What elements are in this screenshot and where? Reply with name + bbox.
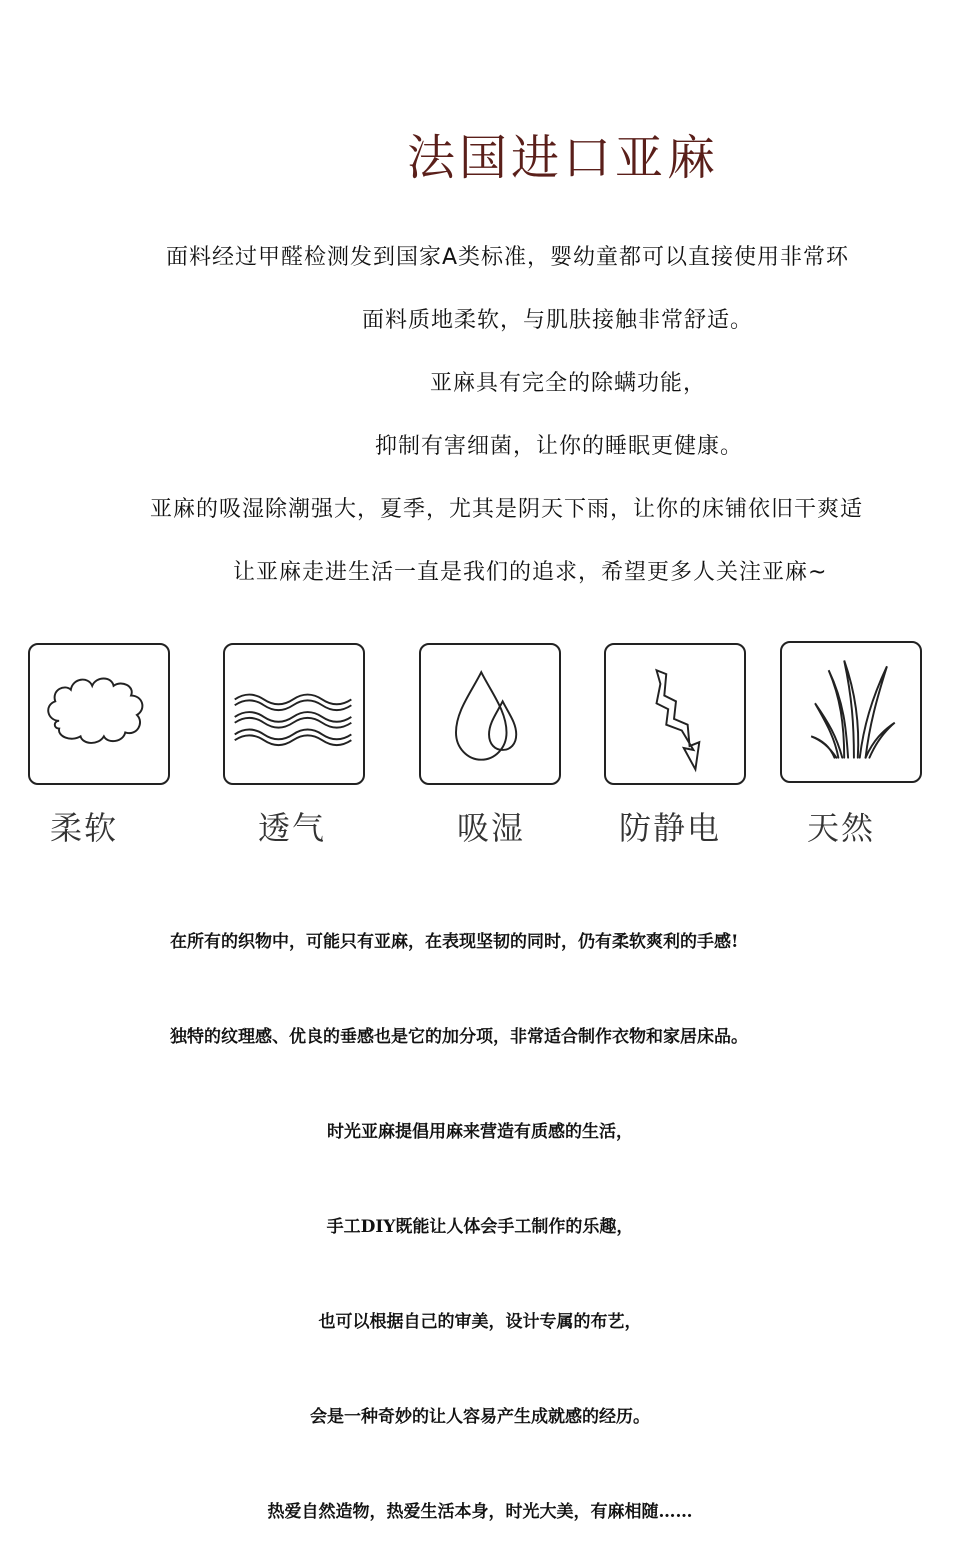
body-line: 手工DIY既能让人体会手工制作的乐趣， [326,1217,634,1237]
feature-label: 天然 [807,809,876,847]
page-title: 法国进口亚麻 [407,130,720,186]
intro-line: 让亚麻走进生活一直是我们的追求，希望更多人关注亚麻~ [233,560,828,585]
intro-line: 抑制有害细菌，让你的睡眠更健康。 [375,434,744,459]
lightning-icon [604,643,746,785]
intro-line: 面料经过甲醛检测发到国家A类标准，婴幼童都可以直接使用非常环 [166,245,850,270]
intro-line: 亚麻的吸湿除潮强大，夏季，尤其是阴天下雨，让你的床铺依旧干爽适 [150,497,864,522]
body-line: 时光亚麻提倡用麻来营造有质感的生活， [327,1122,633,1142]
intro-line: 亚麻具有完全的除螨功能， [430,371,707,396]
feature-label: 透气 [258,809,327,847]
feature-label: 柔软 [50,809,119,847]
intro-line: 面料质地柔软，与肌肤接触非常舒适。 [362,308,754,333]
feature-label: 吸湿 [457,809,526,847]
water-drops-icon [419,643,561,785]
body-line: 会是一种奇妙的让人容易产生成就感的经历。 [310,1407,650,1427]
feature-label: 防静电 [619,809,722,847]
waves-icon [223,643,365,785]
body-line: 热爱自然造物，热爱生活本身，时光大美，有麻相随…… [267,1502,693,1522]
body-line: 在所有的织物中，可能只有亚麻，在表现坚韧的同时，仍有柔软爽利的手感! [170,932,739,952]
body-line: 也可以根据自己的审美，设计专属的布艺， [318,1312,642,1332]
cloud-icon [28,643,170,785]
grass-icon [780,641,922,783]
body-line: 独特的纹理感、优良的垂感也是它的加分项，非常适合制作衣物和家居床品。 [170,1027,748,1047]
